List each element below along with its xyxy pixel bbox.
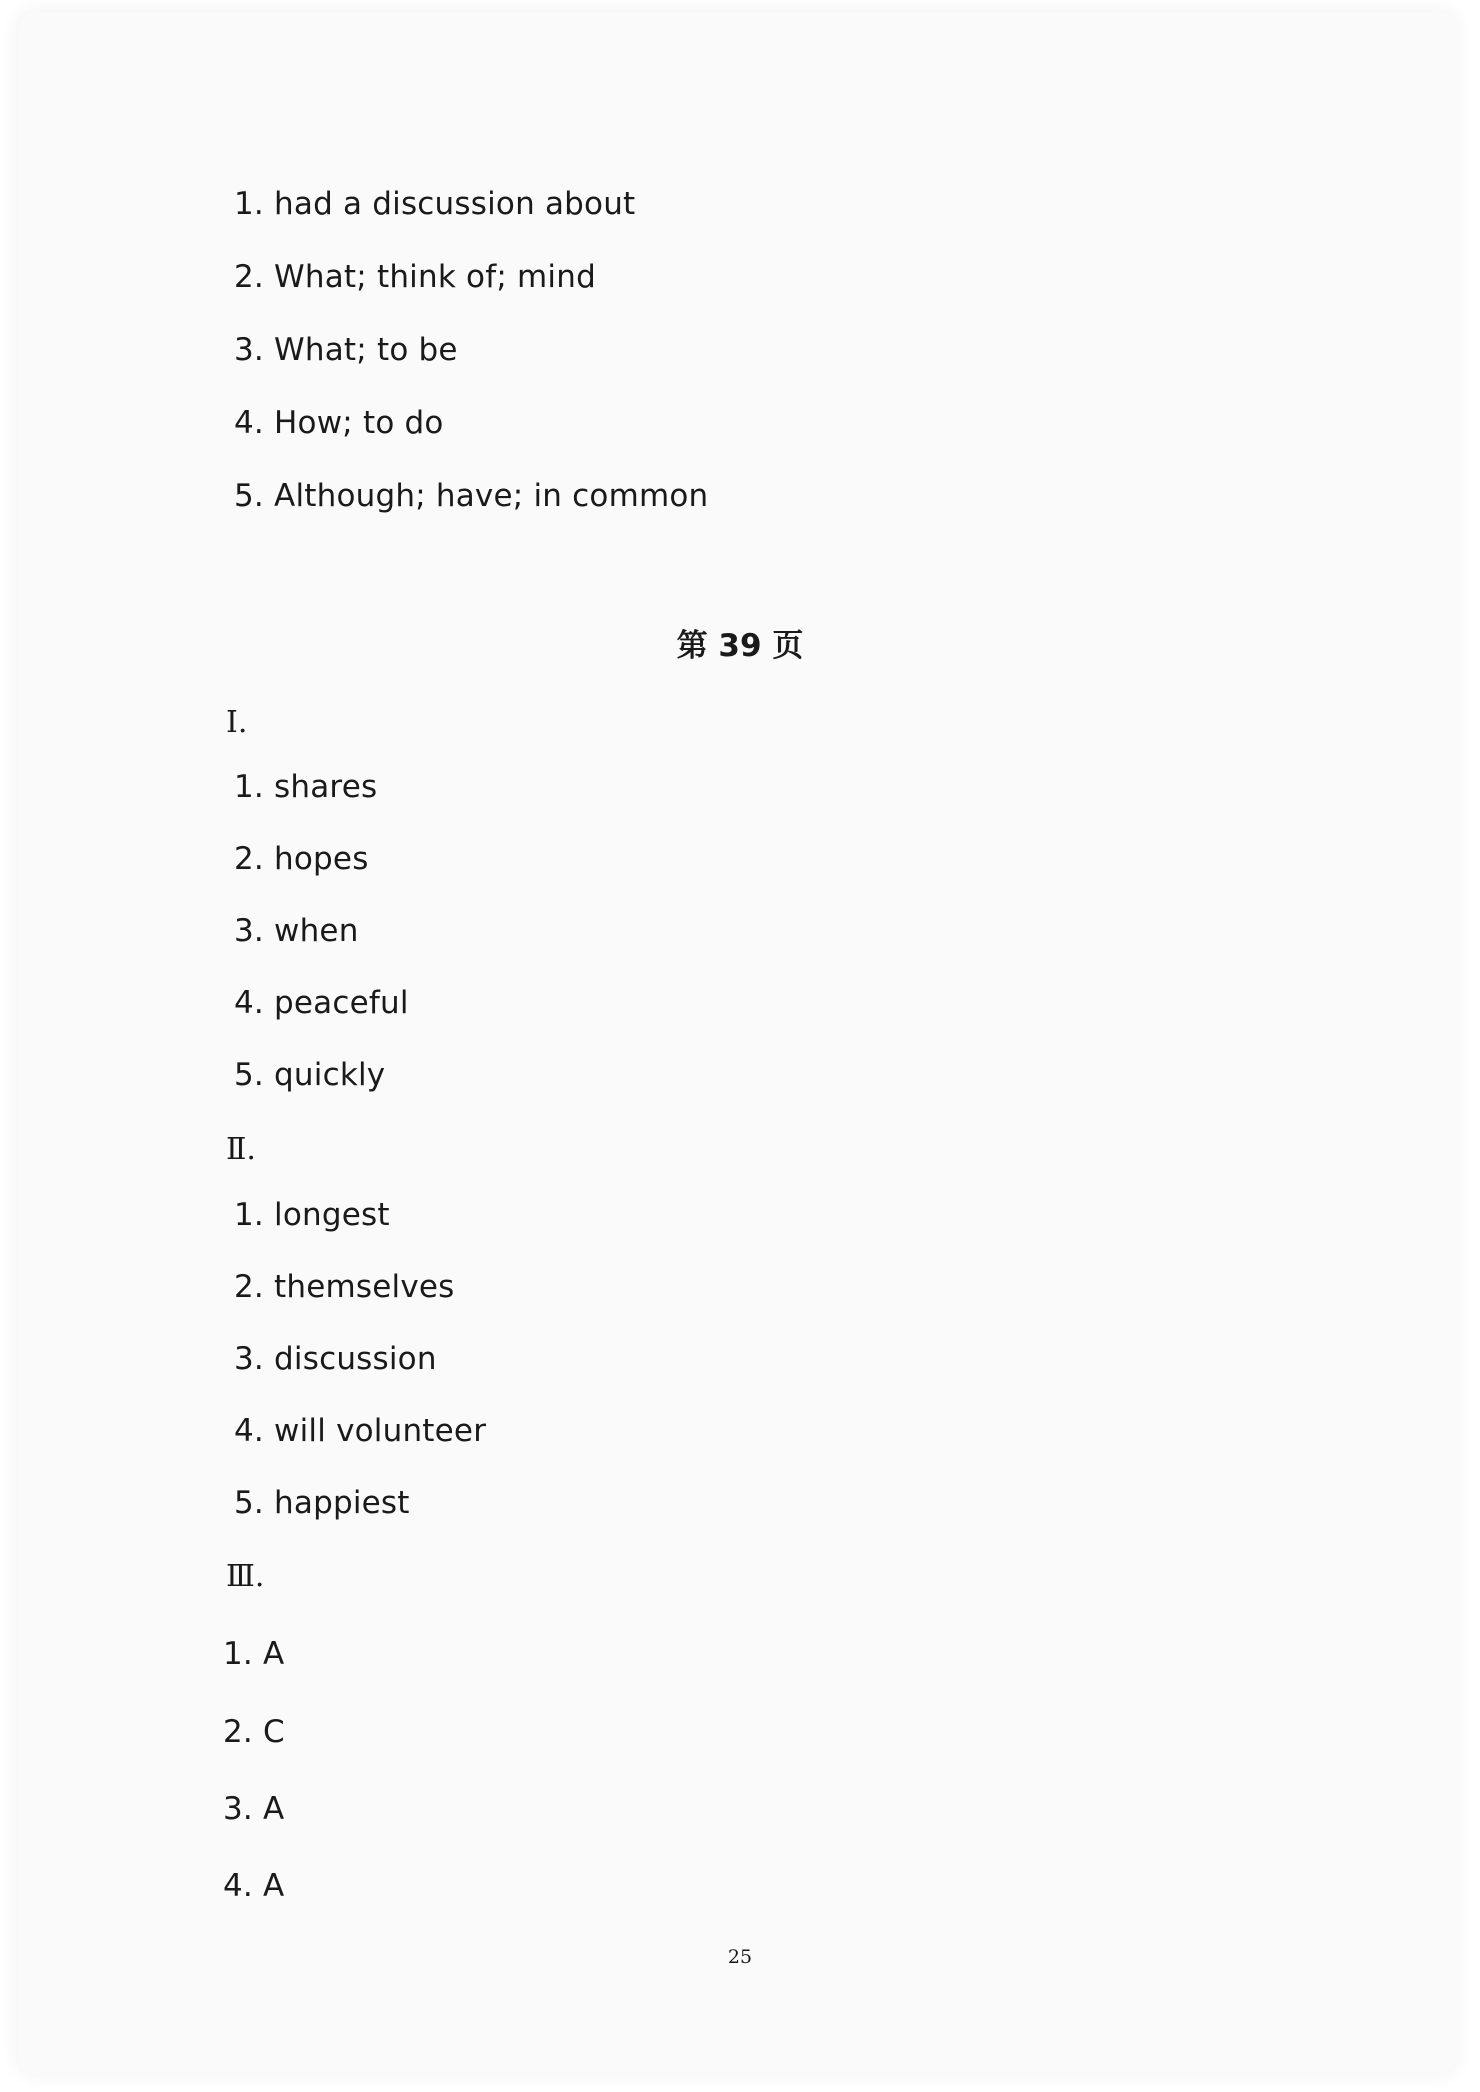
- answer-line: 3. discussion: [234, 1341, 437, 1377]
- answer-line: 2. C: [223, 1714, 285, 1750]
- page-heading: 第 39 页: [676, 628, 804, 664]
- section-label-1: Ⅰ.: [226, 705, 248, 740]
- answer-line: 3. A: [223, 1791, 285, 1827]
- answer-line: 3. What; to be: [234, 332, 458, 368]
- answer-line: 5. quickly: [234, 1057, 386, 1093]
- answer-line: 1. longest: [234, 1197, 390, 1233]
- answer-line: 2. themselves: [234, 1269, 455, 1305]
- answer-line: 2. hopes: [234, 841, 369, 877]
- section-label-3: Ⅲ.: [226, 1559, 265, 1594]
- document-page: [18, 12, 1456, 2074]
- answer-line: 4. How; to do: [234, 405, 444, 441]
- section-label-2: Ⅱ.: [226, 1132, 256, 1167]
- answer-line: 2. What; think of; mind: [234, 259, 596, 295]
- answer-line: 5. happiest: [234, 1485, 410, 1521]
- answer-line: 4. will volunteer: [234, 1413, 487, 1449]
- answer-line: 1. had a discussion about: [234, 186, 636, 222]
- answer-line: 1. A: [223, 1636, 285, 1672]
- answer-line: 5. Although; have; in common: [234, 478, 709, 514]
- answer-line: 4. A: [223, 1868, 285, 1904]
- answer-line: 1. shares: [234, 769, 378, 805]
- page-number: 25: [727, 1946, 753, 1968]
- answer-line: 3. when: [234, 913, 359, 949]
- answer-line: 4. peaceful: [234, 985, 409, 1021]
